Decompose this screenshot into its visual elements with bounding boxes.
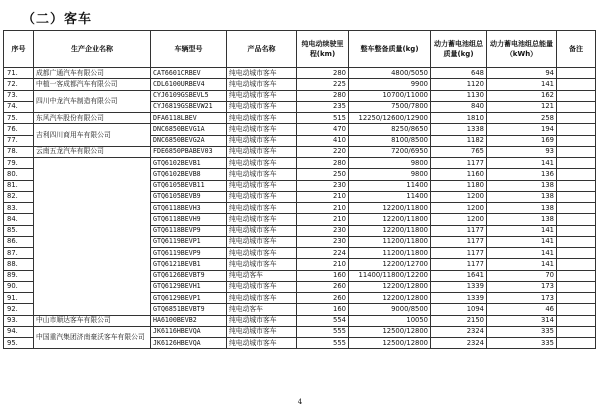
range-cell: 515: [297, 113, 349, 124]
battery-energy-cell: 173: [487, 293, 557, 304]
mass-cell: 8250/8650: [349, 124, 431, 135]
company-cell: 中山市顺达客车有限公司: [34, 315, 151, 326]
battery-mass-cell: 1120: [431, 79, 487, 90]
battery-mass-cell: 765: [431, 146, 487, 157]
model-cell: GTQ6119BEVP9: [151, 248, 227, 259]
battery-energy-cell: 169: [487, 135, 557, 146]
model-cell: GTQ6851BEVBT9: [151, 304, 227, 315]
seq-cell: 89.: [4, 270, 34, 281]
product-cell: 纯电动城市客车: [227, 293, 297, 304]
range-cell: 555: [297, 326, 349, 337]
header-remarks: 备注: [557, 31, 596, 68]
product-cell: 纯电动城市客车: [227, 214, 297, 225]
model-cell: GTQ6129BEVH1: [151, 281, 227, 292]
battery-mass-cell: 840: [431, 101, 487, 112]
product-cell: 纯电动城市客车: [227, 191, 297, 202]
mass-cell: 12200/11800: [349, 214, 431, 225]
model-cell: GTQ6118BEVH3: [151, 203, 227, 214]
remarks-cell: [557, 281, 596, 292]
seq-cell: 81.: [4, 180, 34, 191]
product-cell: 纯电动客车: [227, 270, 297, 281]
battery-mass-cell: 648: [431, 68, 487, 79]
remarks-cell: [557, 248, 596, 259]
table-row: [4, 68, 596, 79]
model-cell: GTQ6118BEVP9: [151, 225, 227, 236]
battery-mass-cell: 1200: [431, 214, 487, 225]
range-cell: 230: [297, 180, 349, 191]
product-cell: 纯电动城市客车: [227, 68, 297, 79]
battery-energy-cell: 141: [487, 79, 557, 90]
seq-cell: 80.: [4, 169, 34, 180]
seq-cell: 75.: [4, 113, 34, 124]
product-cell: 纯电动城市客车: [227, 180, 297, 191]
battery-energy-cell: 141: [487, 248, 557, 259]
mass-cell: 9900: [349, 79, 431, 90]
table-row: [4, 124, 596, 135]
mass-cell: 12500/12800: [349, 338, 431, 349]
range-cell: 225: [297, 79, 349, 90]
product-cell: 纯电动城市客车: [227, 326, 297, 337]
product-cell: 纯电动城市客车: [227, 101, 297, 112]
mass-cell: 9800: [349, 158, 431, 169]
header-model: 车辆型号: [151, 31, 227, 68]
battery-energy-cell: 141: [487, 236, 557, 247]
battery-energy-cell: 194: [487, 124, 557, 135]
battery-energy-cell: 46: [487, 304, 557, 315]
header-seq: 序号: [4, 31, 34, 68]
mass-cell: 12250/12600/12900: [349, 113, 431, 124]
model-cell: GTQ6129BEVP1: [151, 293, 227, 304]
remarks-cell: [557, 236, 596, 247]
remarks-cell: [557, 113, 596, 124]
range-cell: 160: [297, 304, 349, 315]
mass-cell: 4800/5050: [349, 68, 431, 79]
model-cell: GTQ6119BEVP1: [151, 236, 227, 247]
remarks-cell: [557, 68, 596, 79]
model-cell: CYJ6819GSBEVW21: [151, 101, 227, 112]
range-cell: 210: [297, 191, 349, 202]
mass-cell: 12200/12800: [349, 281, 431, 292]
battery-mass-cell: 2324: [431, 326, 487, 337]
model-cell: HA6100BEVB2: [151, 315, 227, 326]
table-row: [4, 158, 596, 169]
seq-cell: 76.: [4, 124, 34, 135]
range-cell: 554: [297, 315, 349, 326]
seq-cell: 90.: [4, 281, 34, 292]
range-cell: 160: [297, 270, 349, 281]
seq-cell: 77.: [4, 135, 34, 146]
table-header-row: [4, 31, 596, 68]
seq-cell: 93.: [4, 315, 34, 326]
battery-mass-cell: 1177: [431, 158, 487, 169]
model-cell: CYJ6109GSBEVL5: [151, 90, 227, 101]
range-cell: 224: [297, 248, 349, 259]
company-cell: 中植一客成都汽车有限公司: [34, 79, 151, 90]
product-cell: 纯电动城市客车: [227, 113, 297, 124]
seq-cell: 88.: [4, 259, 34, 270]
battery-energy-cell: 141: [487, 158, 557, 169]
range-cell: 230: [297, 225, 349, 236]
mass-cell: 12200/12700: [349, 259, 431, 270]
remarks-cell: [557, 315, 596, 326]
model-cell: CDL6100URBEV4: [151, 79, 227, 90]
mass-cell: 10050: [349, 315, 431, 326]
battery-mass-cell: 1339: [431, 293, 487, 304]
battery-energy-cell: 258: [487, 113, 557, 124]
battery-mass-cell: 1338: [431, 124, 487, 135]
remarks-cell: [557, 90, 596, 101]
model-cell: DNC6850BEVG1A: [151, 124, 227, 135]
seq-cell: 86.: [4, 236, 34, 247]
product-cell: 纯电动城市客车: [227, 315, 297, 326]
range-cell: 260: [297, 281, 349, 292]
table-row: [4, 90, 596, 101]
seq-cell: 91.: [4, 293, 34, 304]
model-cell: JK6116HBEVQA: [151, 326, 227, 337]
model-cell: DNC6850BEVG2A: [151, 135, 227, 146]
battery-mass-cell: 1177: [431, 236, 487, 247]
mass-cell: 11400: [349, 180, 431, 191]
seq-cell: 79.: [4, 158, 34, 169]
header-mass: 整车整备质量(kg): [349, 31, 431, 68]
battery-mass-cell: 1339: [431, 281, 487, 292]
model-cell: GTQ6102BEVB1: [151, 158, 227, 169]
remarks-cell: [557, 270, 596, 281]
mass-cell: 12200/12800: [349, 293, 431, 304]
table-row: [4, 315, 596, 326]
product-cell: 纯电动城市客车: [227, 169, 297, 180]
battery-mass-cell: 1182: [431, 135, 487, 146]
remarks-cell: [557, 225, 596, 236]
header-battery-mass: 动力蓄电池组总质量(kg): [431, 31, 487, 68]
vehicle-table: [3, 30, 596, 349]
remarks-cell: [557, 214, 596, 225]
remarks-cell: [557, 79, 596, 90]
product-cell: 纯电动城市客车: [227, 90, 297, 101]
battery-energy-cell: 173: [487, 281, 557, 292]
range-cell: 260: [297, 293, 349, 304]
battery-mass-cell: 1130: [431, 90, 487, 101]
model-cell: GTQ6105BEVB11: [151, 180, 227, 191]
mass-cell: 11400: [349, 191, 431, 202]
product-cell: 纯电动城市客车: [227, 135, 297, 146]
remarks-cell: [557, 293, 596, 304]
battery-energy-cell: 314: [487, 315, 557, 326]
remarks-cell: [557, 304, 596, 315]
section-title: （二）客车: [22, 12, 93, 27]
company-cell: 吉利四川商用车有限公司: [34, 124, 151, 147]
mass-cell: 11400/11800/12200: [349, 270, 431, 281]
mass-cell: 7200/6950: [349, 146, 431, 157]
seq-cell: 94.: [4, 326, 34, 337]
model-cell: GTQ6118BEVH9: [151, 214, 227, 225]
product-cell: 纯电动城市客车: [227, 203, 297, 214]
company-cell: 云南五龙汽车有限公司: [34, 146, 151, 157]
seq-cell: 82.: [4, 191, 34, 202]
seq-cell: 74.: [4, 101, 34, 112]
battery-mass-cell: 1177: [431, 248, 487, 259]
model-cell: DFA6118LBEV: [151, 113, 227, 124]
company-cell: 东风汽车股份有限公司: [34, 113, 151, 124]
seq-cell: 84.: [4, 214, 34, 225]
remarks-cell: [557, 203, 596, 214]
range-cell: 235: [297, 101, 349, 112]
battery-mass-cell: 1810: [431, 113, 487, 124]
mass-cell: 12500/12800: [349, 326, 431, 337]
remarks-cell: [557, 180, 596, 191]
product-cell: 纯电动城市客车: [227, 248, 297, 259]
battery-energy-cell: 70: [487, 270, 557, 281]
mass-cell: 11200/11800: [349, 248, 431, 259]
battery-mass-cell: 1180: [431, 180, 487, 191]
header-product: 产品名称: [227, 31, 297, 68]
product-cell: 纯电动城市客车: [227, 259, 297, 270]
battery-mass-cell: 1094: [431, 304, 487, 315]
mass-cell: 9000/8500: [349, 304, 431, 315]
product-cell: 纯电动城市客车: [227, 236, 297, 247]
battery-energy-cell: 335: [487, 326, 557, 337]
battery-mass-cell: 1641: [431, 270, 487, 281]
table-row: [4, 113, 596, 124]
battery-energy-cell: 93: [487, 146, 557, 157]
remarks-cell: [557, 169, 596, 180]
range-cell: 280: [297, 90, 349, 101]
seq-cell: 78.: [4, 146, 34, 157]
remarks-cell: [557, 326, 596, 337]
range-cell: 210: [297, 214, 349, 225]
header-company: 生产企业名称: [34, 31, 151, 68]
mass-cell: 12200/11800: [349, 203, 431, 214]
remarks-cell: [557, 101, 596, 112]
battery-energy-cell: 141: [487, 259, 557, 270]
product-cell: 纯电动城市客车: [227, 146, 297, 157]
battery-mass-cell: 1200: [431, 191, 487, 202]
range-cell: 280: [297, 68, 349, 79]
battery-energy-cell: 121: [487, 101, 557, 112]
model-cell: CAT6601CRBEV: [151, 68, 227, 79]
table-body: [4, 68, 596, 349]
model-cell: GTQ6102BEVB8: [151, 169, 227, 180]
seq-cell: 85.: [4, 225, 34, 236]
mass-cell: 8100/8500: [349, 135, 431, 146]
range-cell: 470: [297, 124, 349, 135]
range-cell: 210: [297, 259, 349, 270]
mass-cell: 10700/11000: [349, 90, 431, 101]
remarks-cell: [557, 191, 596, 202]
table-row: [4, 79, 596, 90]
seq-cell: 95.: [4, 338, 34, 349]
table-row: [4, 326, 596, 337]
seq-cell: 83.: [4, 203, 34, 214]
range-cell: 210: [297, 203, 349, 214]
model-cell: GTQ6126BEVBT9: [151, 270, 227, 281]
range-cell: 280: [297, 158, 349, 169]
product-cell: 纯电动城市客车: [227, 338, 297, 349]
battery-mass-cell: 1160: [431, 169, 487, 180]
mass-cell: 7500/7800: [349, 101, 431, 112]
product-cell: 纯电动城市客车: [227, 225, 297, 236]
battery-mass-cell: 1177: [431, 259, 487, 270]
battery-mass-cell: 1177: [431, 225, 487, 236]
remarks-cell: [557, 135, 596, 146]
model-cell: FDE6850PBABEV03: [151, 146, 227, 157]
range-cell: 220: [297, 146, 349, 157]
remarks-cell: [557, 158, 596, 169]
battery-energy-cell: 136: [487, 169, 557, 180]
seq-cell: 87.: [4, 248, 34, 259]
table-row: [4, 146, 596, 157]
seq-cell: 71.: [4, 68, 34, 79]
range-cell: 230: [297, 236, 349, 247]
remarks-cell: [557, 146, 596, 157]
battery-energy-cell: 162: [487, 90, 557, 101]
company-cell: 成都广通汽车有限公司: [34, 68, 151, 79]
page-number: 4: [297, 398, 303, 406]
model-cell: GTQ6105BEVB9: [151, 191, 227, 202]
remarks-cell: [557, 259, 596, 270]
model-cell: GTQ6121BEVB1: [151, 259, 227, 270]
battery-energy-cell: 138: [487, 214, 557, 225]
battery-energy-cell: 138: [487, 203, 557, 214]
mass-cell: 12200/11800: [349, 225, 431, 236]
battery-energy-cell: 138: [487, 180, 557, 191]
company-cell: 四川中龙汽车制造有限公司: [34, 90, 151, 113]
header-range: 纯电动续驶里程(km): [297, 31, 349, 68]
battery-mass-cell: 2150: [431, 315, 487, 326]
seq-cell: 92.: [4, 304, 34, 315]
seq-cell: 73.: [4, 90, 34, 101]
range-cell: 410: [297, 135, 349, 146]
product-cell: 纯电动城市客车: [227, 158, 297, 169]
product-cell: 纯电动城市客车: [227, 124, 297, 135]
company-cell: [34, 158, 151, 316]
product-cell: 纯电动客车: [227, 304, 297, 315]
company-cell: 中国重汽集团济南豪沃客车有限公司: [34, 326, 151, 349]
mass-cell: 9800: [349, 169, 431, 180]
battery-energy-cell: 138: [487, 191, 557, 202]
remarks-cell: [557, 338, 596, 349]
battery-energy-cell: 94: [487, 68, 557, 79]
model-cell: JK6126HBEVQA: [151, 338, 227, 349]
seq-cell: 72.: [4, 79, 34, 90]
mass-cell: 11200/11800: [349, 236, 431, 247]
range-cell: 250: [297, 169, 349, 180]
product-cell: 纯电动城市客车: [227, 281, 297, 292]
header-battery-energy: 动力蓄电池组总能量（kWh）: [487, 31, 557, 68]
range-cell: 555: [297, 338, 349, 349]
product-cell: 纯电动城市客车: [227, 79, 297, 90]
battery-mass-cell: 2324: [431, 338, 487, 349]
remarks-cell: [557, 124, 596, 135]
battery-energy-cell: 141: [487, 225, 557, 236]
battery-energy-cell: 335: [487, 338, 557, 349]
battery-mass-cell: 1200: [431, 203, 487, 214]
